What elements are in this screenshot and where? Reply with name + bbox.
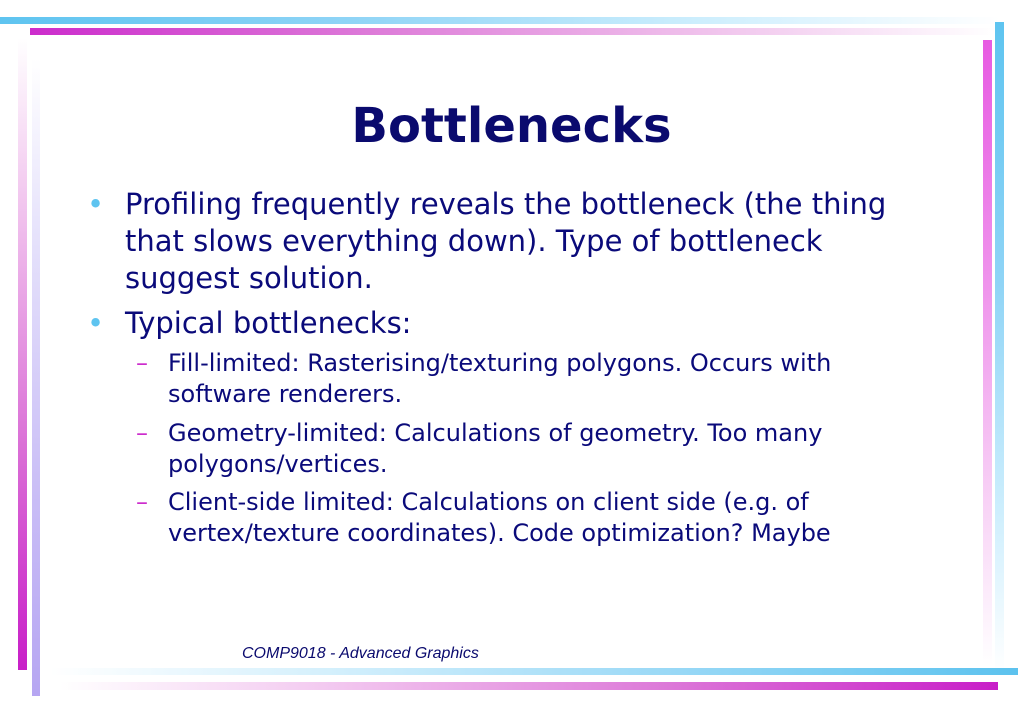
bullet-text: Profiling frequently reveals the bottleneck (the thing that slows everything down). Type of bottleneck suggest solution. [125,187,887,295]
dash-icon: – [136,419,148,447]
bullet-dot-icon: • [87,306,105,340]
bottom-magenta-decorative-bar [60,682,998,690]
bullet-item-profiling [87,186,925,297]
sub-item-fill-limited [136,348,908,410]
dash-icon: – [136,349,148,377]
top-magenta-decorative-bar [30,28,995,35]
sub-item-geometry-limited [136,418,908,480]
sub-item-text: Client-side limited: Calculations on client side (e.g. of vertex/texture coordinates). Code optimization? Maybe [168,488,831,547]
top-cyan-decorative-bar [0,17,1000,24]
bullet-dot-icon: • [87,187,105,221]
slide-title: Bottlenecks [351,98,672,154]
bottom-cyan-decorative-bar [50,668,1018,675]
sub-item-client-side-limited [136,487,908,549]
slide-footer: COMP9018 - Advanced Graphics [242,645,479,662]
sub-item-text: Fill-limited: Rasterising/texturing polygons. Occurs with software renderers. [168,349,832,408]
dash-icon: – [136,488,148,516]
bullet-text: Typical bottlenecks: [125,306,412,340]
bullet-item-typical-bottlenecks [87,305,925,342]
sub-item-text: Geometry-limited: Calculations of geometry. Too many polygons/vertices. [168,419,823,478]
